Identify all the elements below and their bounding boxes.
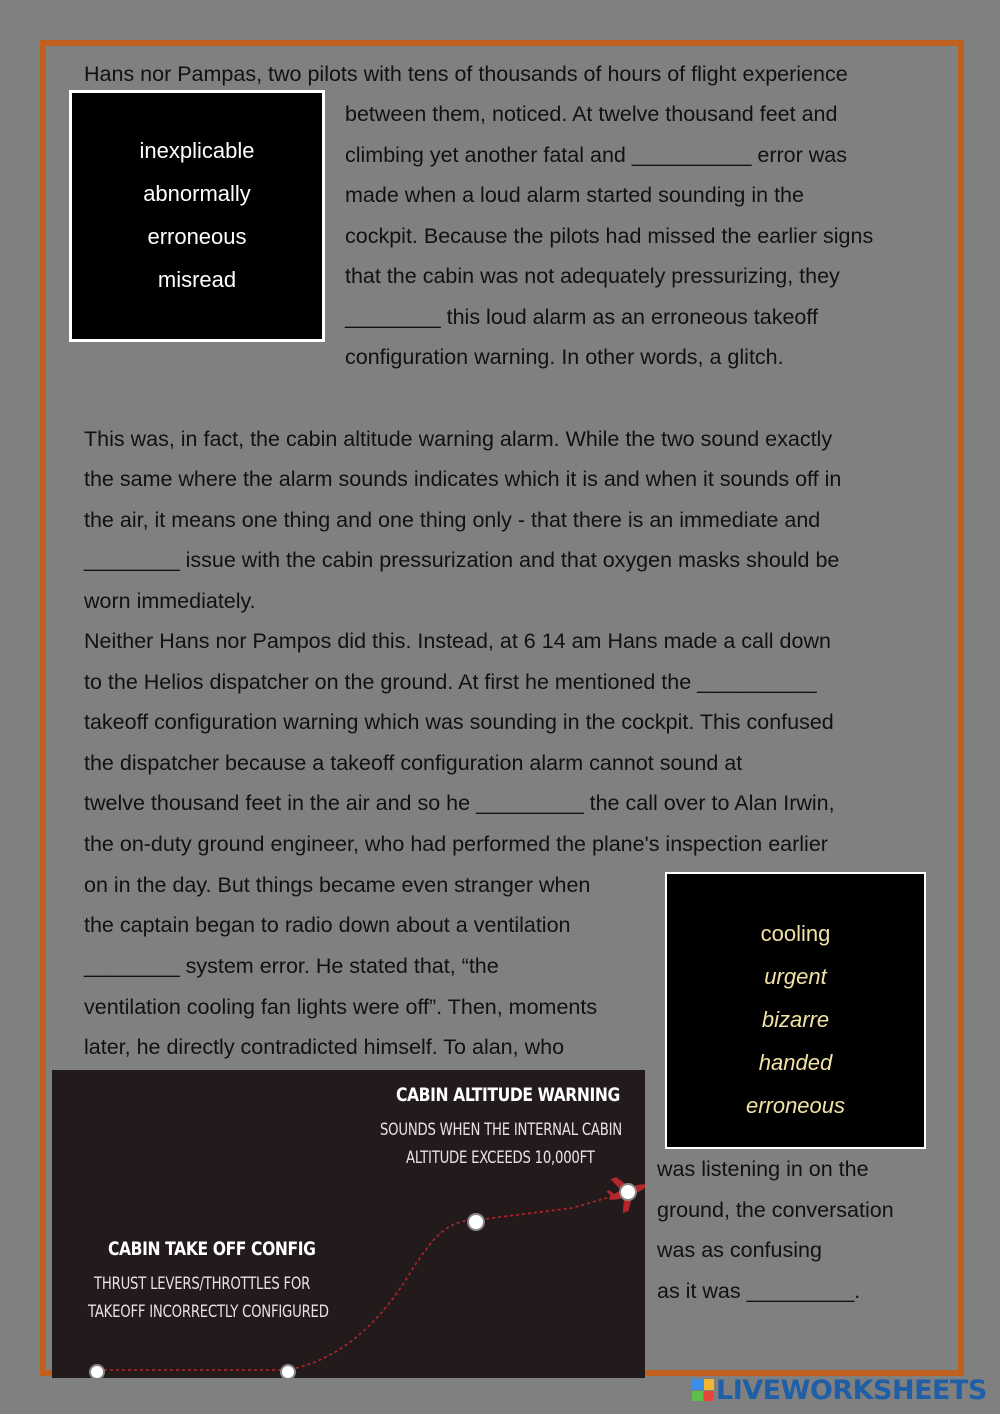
config-line: TAKEOFF INCORRECTLY CONFIGURED — [88, 1302, 329, 1322]
text-line: on in the day. But things became even stranger when — [84, 873, 591, 897]
word-bank-item: misread — [157, 267, 237, 292]
waypoint-marker — [620, 1184, 636, 1200]
text-line: takeoff configuration warning which was sounding in the cockpit. This confused — [84, 710, 834, 734]
warning-line: ALTITUDE EXCEEDS 10,000FT — [406, 1148, 595, 1168]
text-line: the air, it means one thing and one thing only - that there is an immediate and — [84, 508, 821, 532]
liveworksheets-logo-icon — [692, 1379, 714, 1401]
text-line: later, he directly contradicted himself. To alan, who — [84, 1035, 565, 1059]
word-bank-item: handed — [758, 1050, 833, 1075]
word-bank-item: inexplicable — [139, 138, 255, 163]
text-line: was listening in on the — [657, 1157, 869, 1181]
word-bank-item: erroneous — [745, 1093, 846, 1118]
waypoint-marker — [281, 1365, 295, 1378]
word-bank-1 — [69, 90, 325, 342]
text-line: between them, noticed. At twelve thousand feet and — [345, 102, 838, 126]
text-line: was as confusing — [657, 1238, 822, 1262]
brand-name: LIVEWORKSHEETS — [716, 1374, 987, 1406]
text-line: made when a loud alarm started sounding in the — [345, 183, 804, 207]
warning-line: SOUNDS WHEN THE INTERNAL CABIN — [380, 1120, 622, 1140]
text-line: as it was _________. — [657, 1279, 861, 1303]
word-bank-item: urgent — [764, 964, 827, 989]
text-line: twelve thousand feet in the air and so he _________ the call over to Alan Irwin, — [84, 791, 835, 815]
text-line: ________ this loud alarm as an erroneous takeoff — [345, 305, 818, 329]
text-line: climbing yet another fatal and __________ error was — [345, 143, 847, 167]
text-line: cockpit. Because the pilots had missed the earlier signs — [345, 224, 874, 248]
text-line: that the cabin was not adequately pressurizing, they — [345, 264, 840, 288]
text-line: the same where the alarm sounds indicates which it is and when it sounds off in — [84, 467, 842, 491]
word-bank-item: erroneous — [147, 224, 247, 249]
liveworksheets-brand — [692, 1375, 987, 1405]
text-line: ground, the conversation — [657, 1198, 894, 1222]
text-line: Hans nor Pampas, two pilots with tens of thousands of hours of flight experience — [84, 62, 848, 86]
text-line: ventilation cooling fan lights were off”. Then, moments — [84, 995, 598, 1019]
word-bank-item: cooling — [760, 921, 831, 946]
waypoint-marker — [90, 1365, 104, 1378]
warning-title: CABIN ALTITUDE WARNING — [396, 1084, 620, 1106]
text-line: the captain began to radio down about a ventilation — [84, 913, 571, 937]
config-line: THRUST LEVERS/THROTTLES FOR — [94, 1274, 311, 1294]
text-line: Neither Hans nor Pampos did this. Instead, at 6 14 am Hans made a call down — [84, 629, 831, 653]
waypoint-marker — [468, 1214, 484, 1230]
text-line: ________ system error. He stated that, “the — [84, 954, 499, 978]
text-line: This was, in fact, the cabin altitude warning alarm. While the two sound exactly — [84, 427, 833, 451]
text-line: configuration warning. In other words, a glitch. — [345, 345, 784, 369]
text-line: to the Helios dispatcher on the ground. At first he mentioned the __________ — [84, 670, 817, 694]
word-bank-2 — [665, 872, 926, 1149]
flight-path-graphic — [52, 1070, 645, 1378]
config-title: CABIN TAKE OFF CONFIG — [108, 1238, 316, 1260]
text-line: the on-duty ground engineer, who had performed the plane's inspection earlier — [84, 832, 828, 856]
flight-alarm-diagram — [52, 1070, 645, 1378]
text-line: worn immediately. — [84, 589, 256, 613]
text-line: the dispatcher because a takeoff configuration alarm cannot sound at — [84, 751, 743, 775]
text-line: ________ issue with the cabin pressurization and that oxygen masks should be — [84, 548, 840, 572]
word-bank-item: abnormally — [143, 181, 251, 206]
word-bank-item: bizarre — [761, 1007, 830, 1032]
